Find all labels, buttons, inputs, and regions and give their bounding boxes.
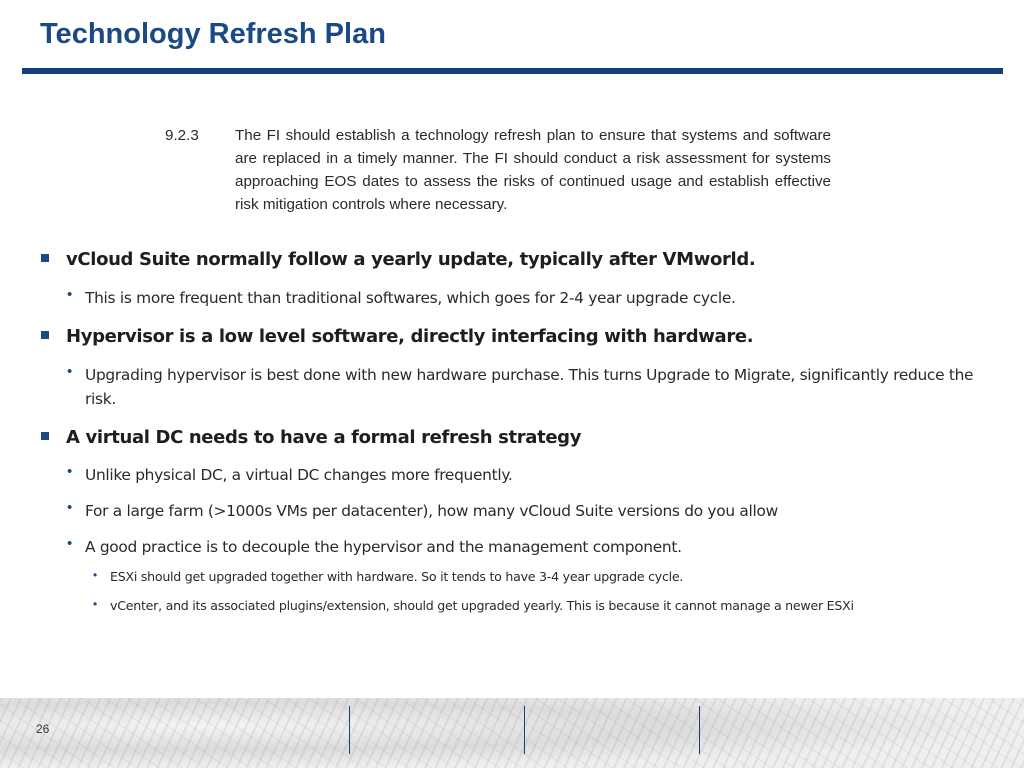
dot-bullet-icon: • <box>67 499 73 516</box>
square-bullet-icon <box>41 254 49 262</box>
bullet-item: A virtual DC needs to have a formal refresh strategy <box>66 427 582 448</box>
dot-bullet-icon: • <box>67 363 73 380</box>
marble-footer-band <box>0 698 1024 768</box>
dot-bullet-icon: • <box>67 463 73 480</box>
excerpt-text: The FI should establish a technology refresh plan to ensure that systems and software are replaced in a timely manner. The FI should conduct a risk assessment for systems approaching EOS dates to assess the risks of continued usage and establish effective risk mitigation controls where necessary. <box>235 127 831 213</box>
square-bullet-icon <box>41 331 49 339</box>
sub-sub-bullet-item: vCenter, and its associated plugins/extension, should get upgraded yearly. This is because it cannot manage a newer ESXi <box>110 598 854 613</box>
dot-bullet-icon: • <box>67 535 73 552</box>
sub-bullet-item: Unlike physical DC, a virtual DC changes more frequently. <box>85 466 513 484</box>
footer-divider <box>524 706 525 754</box>
square-bullet-icon <box>41 432 49 440</box>
sub-sub-bullet-item: ESXi should get upgraded together with hardware. So it tends to have 3-4 year upgrade cycle. <box>110 569 684 584</box>
dot-bullet-icon: • <box>93 568 98 582</box>
bullet-item: Hypervisor is a low level software, directly interfacing with hardware. <box>66 326 754 347</box>
sub-bullet-item: For a large farm (>1000s VMs per datacenter), how many vCloud Suite versions do you allow <box>85 502 778 520</box>
sub-bullet-item: A good practice is to decouple the hypervisor and the management component. <box>85 538 682 556</box>
footer-divider <box>349 706 350 754</box>
dot-bullet-icon: • <box>93 597 98 611</box>
dot-bullet-icon: • <box>67 286 73 303</box>
page-number: 26 <box>36 722 50 736</box>
footer-divider <box>699 706 700 754</box>
title-divider <box>22 68 1003 74</box>
excerpt-section-number: 9.2.3 <box>165 127 199 144</box>
bullet-item: vCloud Suite normally follow a yearly update, typically after VMworld. <box>66 249 756 270</box>
slide-title: Technology Refresh Plan <box>40 18 386 50</box>
sub-bullet-item: This is more frequent than traditional softwares, which goes for 2-4 year upgrade cycle. <box>85 289 736 307</box>
sub-bullet-item: Upgrading hypervisor is best done with new hardware purchase. This turns Upgrade to Migrate, significantly reduce the risk. <box>85 366 974 408</box>
